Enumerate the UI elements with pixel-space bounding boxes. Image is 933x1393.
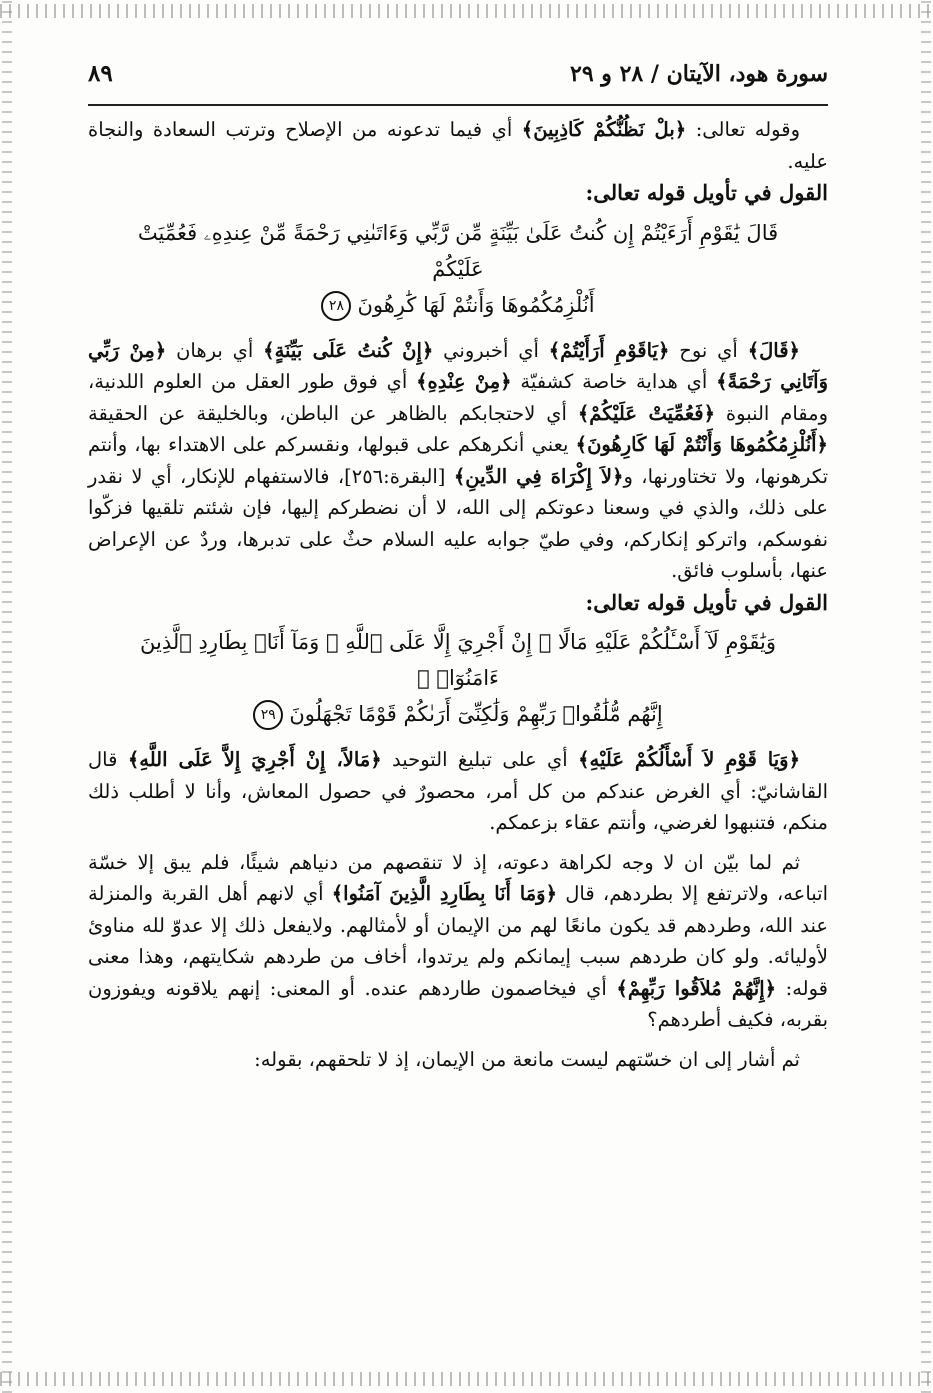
- quran-quote: ﴿مِنْ عِنْدِهِ﴾: [416, 370, 512, 393]
- text: أي برهان: [166, 338, 264, 362]
- verse-line: [118, 696, 798, 732]
- text: يعني أنكرهكم على قبولها، ونقسركم على الاهتداء بها، وأنتم تكرهونها، ولا تختاورنها، و: [88, 433, 829, 488]
- quran-quote: ﴿لاَ إِكْرَاهَ فِي الدِّينِ﴾: [453, 464, 624, 488]
- verse-text: أَنُلْزِمُكُمُوهَا وَأَنتُمْ لَهَا كَٰرِهُونَ: [357, 292, 595, 317]
- text: [البقرة:٢٥٦]، فالاستفهام للإنكار، أي لا نقدر على ذلك، والذي في وسعنا دعوتكم إلى الله، لا أن نضطركم إليها، فإن شئتم تلقيها فزكّوا نفوسكم، واتركو إنكاركم، وفي طيّ جوابه عليه السلام حثٌ على تدبرها، وردٌ عن الإعراض عنها، بأسلوب فائق.: [88, 464, 828, 582]
- text: وقوله تعالى:: [686, 118, 800, 141]
- quran-quote: ﴿مِنْ رَبِّي وَآتَانِي رَحْمَةً﴾: [88, 338, 828, 393]
- verse-line: وَيَٰقَوْمِ لَآ أَسْـَٔلُكُمْ عَلَيْهِ مَالًا ۖ إِنْ أَجْرِيَ إِلَّا عَلَى ٱللَّهِ ۚ وَمَآ أَنَا۠ بِطَارِدِ ٱلَّذِينَ ءَامَنُوٓا۟ ۚ: [140, 630, 776, 690]
- verse-line: [118, 287, 798, 323]
- decorative-border-left: [2, 0, 12, 1393]
- paragraph-1: [88, 114, 828, 177]
- page-body: [88, 106, 828, 1075]
- text: أي لاحتجابكم بالظاهر عن الباطن، وبالخليقة عن الحقيقة: [88, 401, 578, 425]
- verse-28: [118, 215, 798, 323]
- quran-quote: ﴿إِنْ كُنتُ عَلَى بَيِّنَةٍ﴾: [263, 338, 434, 362]
- quran-quote: ﴿بلْ نَظُنُّكُمْ كَاذِبِينَ﴾: [521, 118, 687, 141]
- verse-line: قَالَ يَٰقَوْمِ أَرَءَيْتُمْ إِن كُنتُ عَلَىٰ بَيِّنَةٍ مِّن رَّبِّي وَءَاتَىٰنِي رَحْمَةً مِّنْ عِندِهِۦ فَعُمِّيَتْ عَلَيْكُمْ: [137, 220, 779, 281]
- paragraph-4: [88, 847, 828, 1036]
- decorative-border-top: [0, 4, 933, 18]
- quran-quote: ﴿إِنَّهُمْ مُلاَقُوا رَبِّهِمْ﴾: [616, 976, 777, 1000]
- quran-quote: ﴿يَاقَوْمِ أَرَأَيْتُمْ﴾: [548, 338, 670, 362]
- verse-text: إِنَّهُم مُّلَٰقُوا۟ رَبِّهِمْ وَلَٰكِنِّىٓ أَرَىٰكُمْ قَوْمًا تَجْهَلُونَ: [289, 702, 663, 726]
- quran-quote: ﴿أَنُلْزِمُكُمُوهَا وَأَنْتُمْ لَهَا كَارِهُونَ﴾: [575, 433, 828, 456]
- decorative-border-bottom: [0, 1372, 933, 1386]
- section-heading-1: القول في تأويل قوله تعالى:: [585, 180, 828, 205]
- section-heading-2: القول في تأويل قوله تعالى:: [585, 589, 828, 615]
- text: ثم أشار إلى ان خسّتهم ليست مانعة من الإيمان، إذ لا تلحقهم، بقوله:: [254, 1047, 800, 1071]
- quran-quote: ﴿وَيَا قَوْمِ لاَ أَسْأَلُكُمْ عَلَيْهِ﴾: [578, 748, 800, 771]
- quran-quote: ﴿وَمَا أَنَا بِطَارِدِ الَّذِينَ آمَنُوا﴾: [331, 882, 558, 905]
- text: قال القاشانيّ: أي الغرض عندكم من كل أمر، محصورٌ في حصول المعاش، وأنا لا أطلب ذلك منكم، فتنبهوا لغرضي، وأنتم عقاء بزعمكم.: [88, 748, 828, 834]
- text: أي فيخاصمون طاردهم عنده. أو المعنى: إنهم يلاقونه ويفوزون بقربه، فكيف أطردهم؟: [88, 976, 828, 1031]
- quran-quote: ﴿فَعُمِّيَتْ عَلَيْكُمْ﴾: [577, 401, 715, 425]
- paragraph-2: [88, 335, 828, 587]
- text: أي فوق طور العقل من العلوم اللدنية، ومقام النبوة: [88, 370, 828, 425]
- text: أي أخبروني: [433, 338, 549, 362]
- page-number: ٨٩: [88, 60, 113, 87]
- page-header: [88, 60, 828, 106]
- verse-number-badge: ٢٩: [253, 700, 283, 730]
- paragraph-5: [88, 1044, 828, 1076]
- text: أي فيما تدعونه من الإصلاح وترتب السعادة والنجاة عليه.: [88, 118, 828, 173]
- paragraph-3: [88, 744, 828, 839]
- quran-quote: ﴿قَالَ﴾: [747, 338, 800, 362]
- page: [88, 60, 828, 1075]
- decorative-border-right: [921, 0, 931, 1393]
- text: أي لانهم أهل القربة والمنزلة عند الله، وطردهم قد يكون مانعًا لهم من الإيمان أو لأمثالهم. ولايفعل ذلك إلا عدوّ لله مناوئ لأوليائه. ولو كان طردهم سبب إيمانكم ولم يرتدوا، أخاف من طردهم شكايتهم، وهذا معنى قوله:: [88, 882, 829, 1000]
- quran-quote: ﴿مَالاً، إِنْ أَجْرِيَ إِلاَّ عَلَى اللَّهِ﴾: [127, 748, 382, 771]
- text: أي نوح: [669, 338, 748, 362]
- text: أي هداية خاصة كشفيّة: [511, 370, 717, 393]
- running-title: سورة هود، الآيتان / ٢٨ و ٢٩: [570, 61, 828, 87]
- text: ثم لما بيّن ان لا وجه لكراهة دعوته، إذ لا تنقصهم من دنياهم شيئًا، فلم يبق إلا خسّة اتباعه، ولاترتفع إلا بطردهم، قال: [88, 850, 828, 905]
- verse-29: [118, 624, 798, 732]
- verse-number-badge: ٢٨: [321, 291, 351, 321]
- text: أي على تبليغ التوحيد: [381, 748, 579, 771]
